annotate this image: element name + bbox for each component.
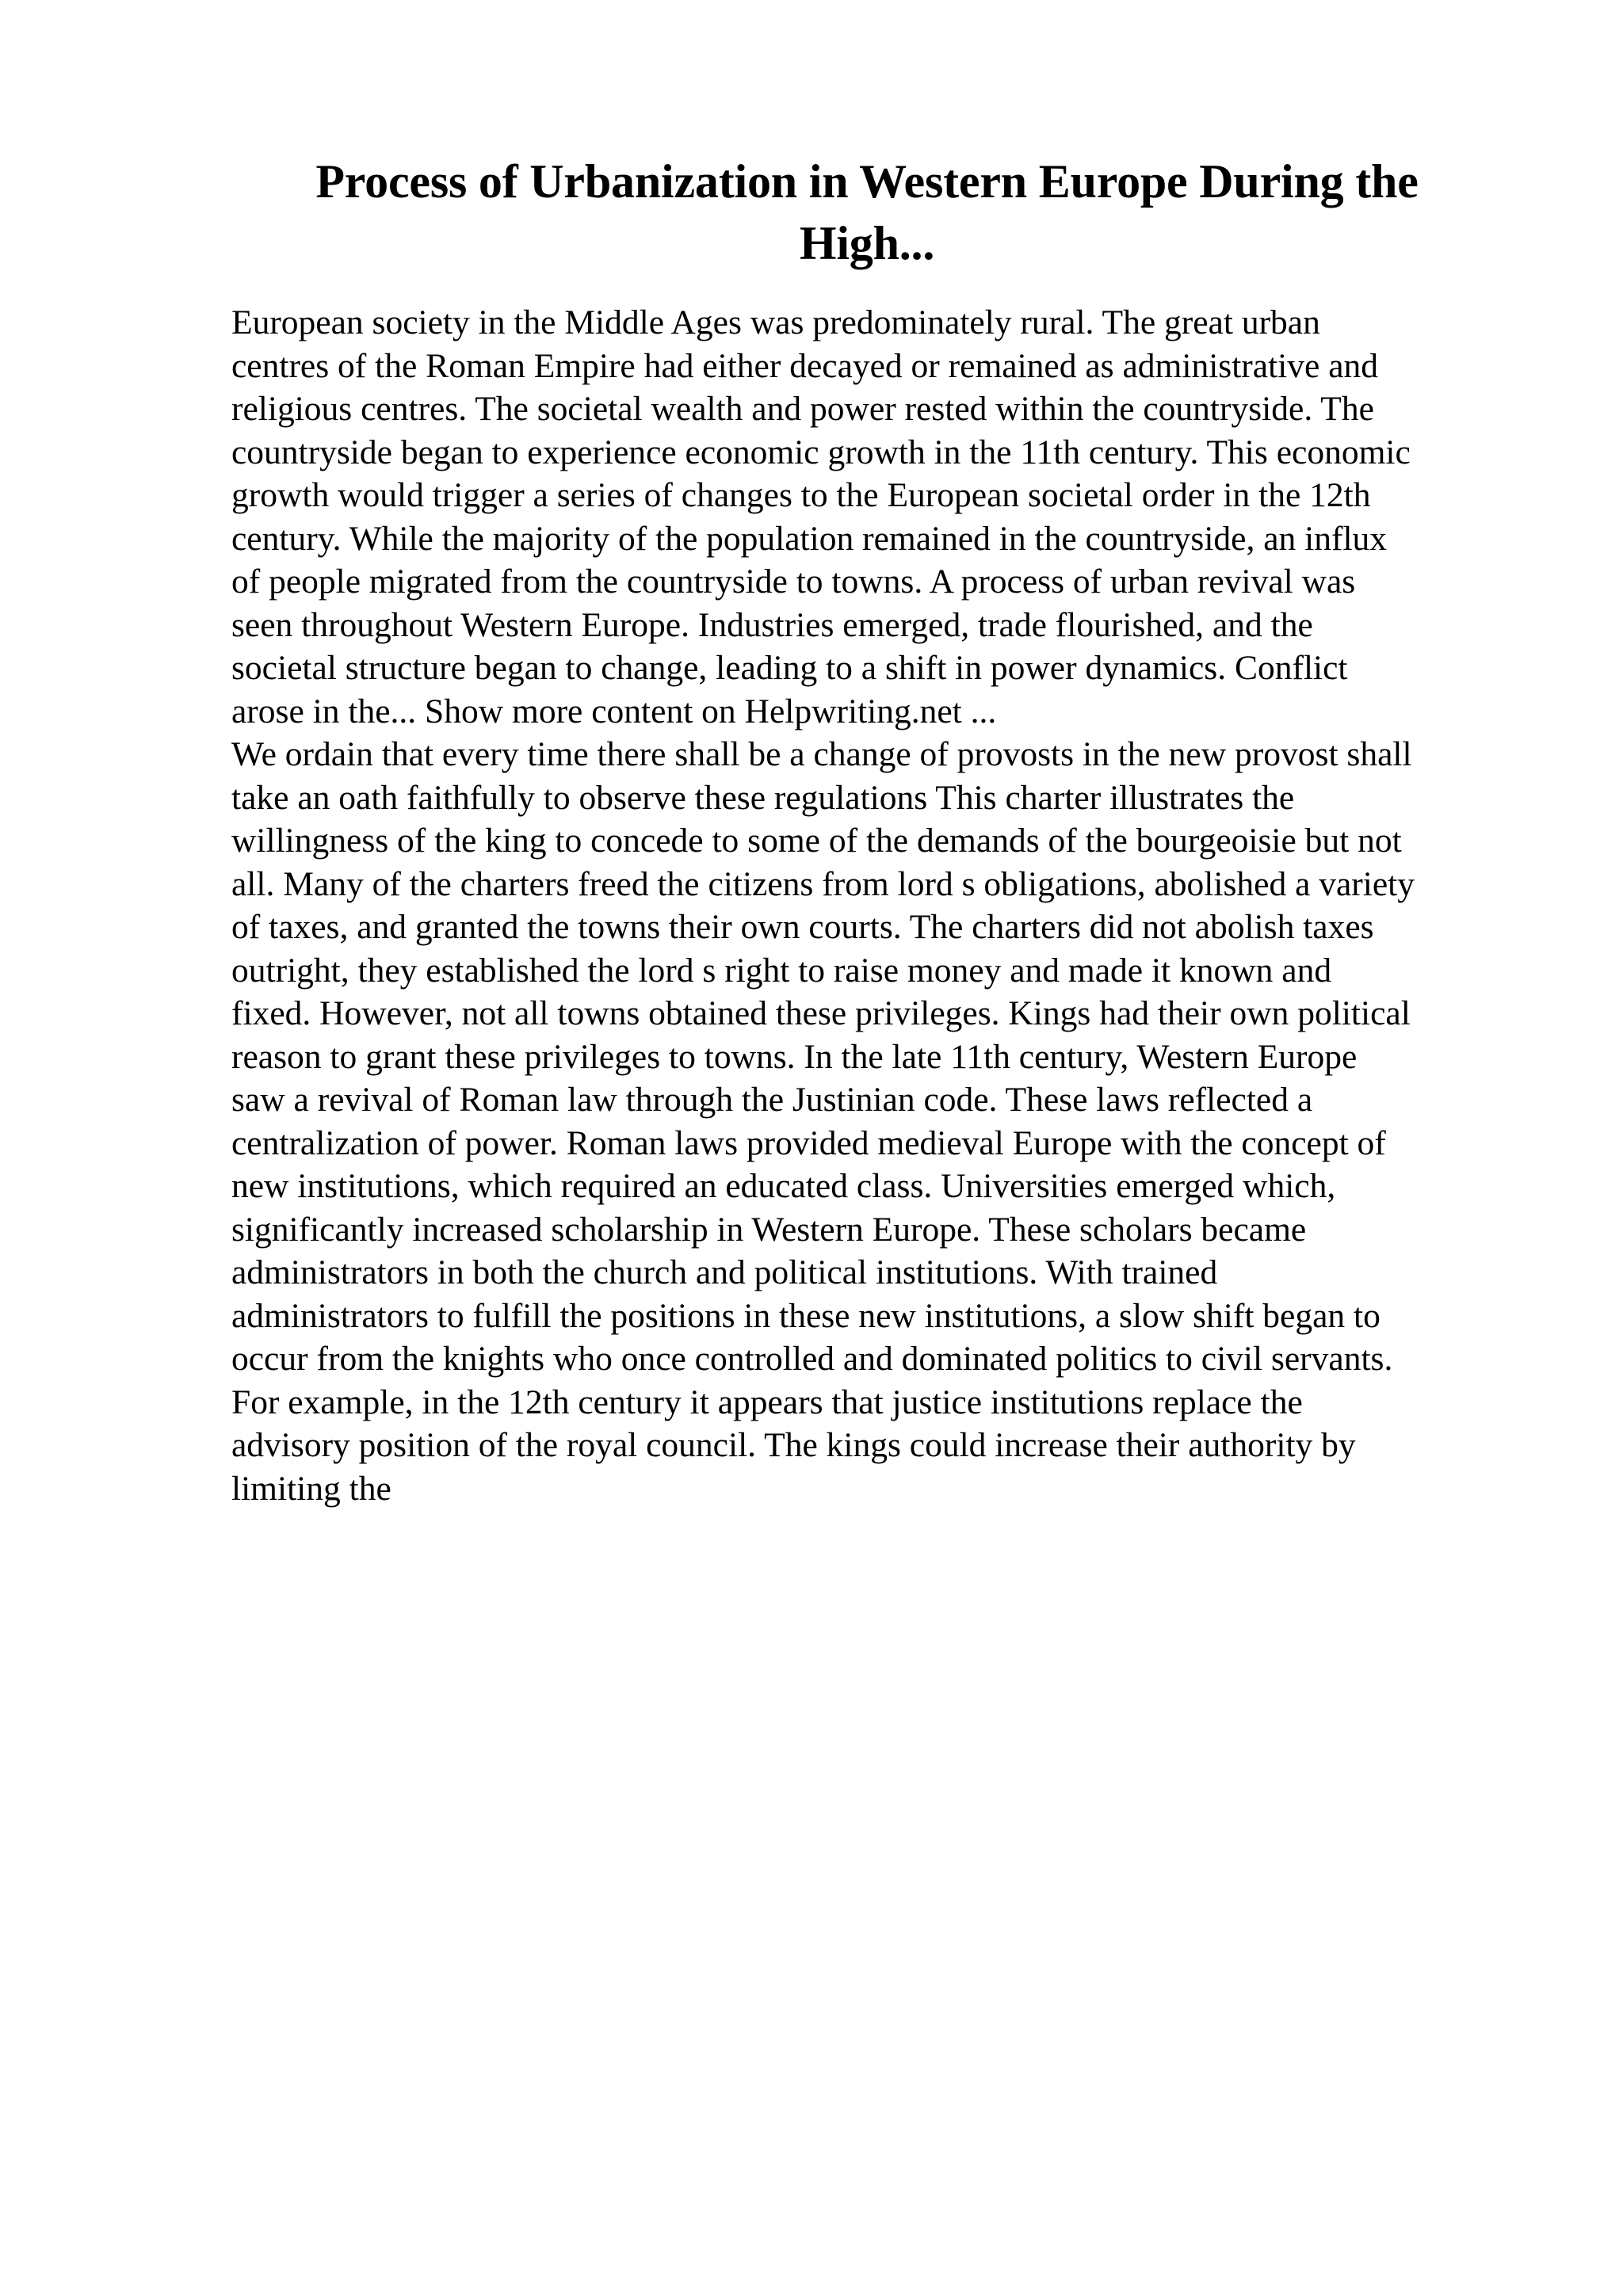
- body-line: arose in the... Show more content on Helpwriting.net ...: [231, 692, 997, 730]
- body-line: European society in the Middle Ages was predominately rural. The great urban: [231, 303, 1320, 341]
- body-line: century. While the majority of the population remained in the countryside, an influx: [231, 519, 1388, 558]
- body-line: new institutions, which required an educated class. Universities emerged which,: [231, 1167, 1336, 1205]
- body-line: fixed. However, not all towns obtained these privileges. Kings had their own political: [231, 994, 1411, 1032]
- body-line: outright, they established the lord s right to raise money and made it known and: [231, 951, 1332, 990]
- body-line: reason to grant these privileges to towns. In the late 11th century, Western Europe: [231, 1037, 1358, 1076]
- body-line: administrators in both the church and political institutions. With trained: [231, 1253, 1218, 1291]
- body-line: significantly increased scholarship in Western Europe. These scholars became: [231, 1210, 1307, 1249]
- body-line: limiting the: [231, 1469, 391, 1508]
- body-line: all. Many of the charters freed the citizens from lord s obligations, abolished a variety: [231, 864, 1415, 903]
- body-line: of people migrated from the countryside to towns. A process of urban revival was: [231, 563, 1356, 601]
- body-line: We ordain that every time there shall be a change of provosts in the new provost shall: [231, 735, 1412, 773]
- body-line: willingness of the king to concede to some of the demands of the bourgeoisie but not: [231, 822, 1402, 860]
- document-body: [231, 301, 1509, 1510]
- body-line: saw a revival of Roman law through the Justinian code. These laws reflected a: [231, 1081, 1313, 1119]
- body-line: advisory position of the royal council. The kings could increase their authority by: [231, 1426, 1356, 1464]
- document-title: [231, 151, 1503, 274]
- body-line: administrators to fulfill the positions in these new institutions, a slow shift began to: [231, 1296, 1381, 1335]
- body-line: religious centres. The societal wealth and power rested within the countryside. The: [231, 390, 1374, 428]
- body-line: For example, in the 12th century it appears that justice institutions replace the: [231, 1383, 1303, 1421]
- body-line: occur from the knights who once controlled and dominated politics to civil servants.: [231, 1340, 1393, 1378]
- title-line-2: High...: [799, 217, 935, 269]
- body-line: centralization of power. Roman laws provided medieval Europe with the concept of: [231, 1123, 1386, 1162]
- body-line: countryside began to experience economic growth in the 11th century. This economic: [231, 433, 1411, 471]
- body-line: centres of the Roman Empire had either decayed or remained as administrative and: [231, 346, 1379, 385]
- title-line-1: Process of Urbanization in Western Europe During the: [315, 155, 1419, 208]
- body-line: take an oath faithfully to observe these regulations This charter illustrates the: [231, 778, 1295, 817]
- body-line: growth would trigger a series of changes to the European societal order in the 12th: [231, 476, 1371, 514]
- body-line: seen throughout Western Europe. Industries emerged, trade flourished, and the: [231, 605, 1313, 644]
- body-line: societal structure began to change, leading to a shift in power dynamics. Conflict: [231, 649, 1348, 687]
- body-line: of taxes, and granted the towns their own courts. The charters did not abolish taxes: [231, 908, 1374, 946]
